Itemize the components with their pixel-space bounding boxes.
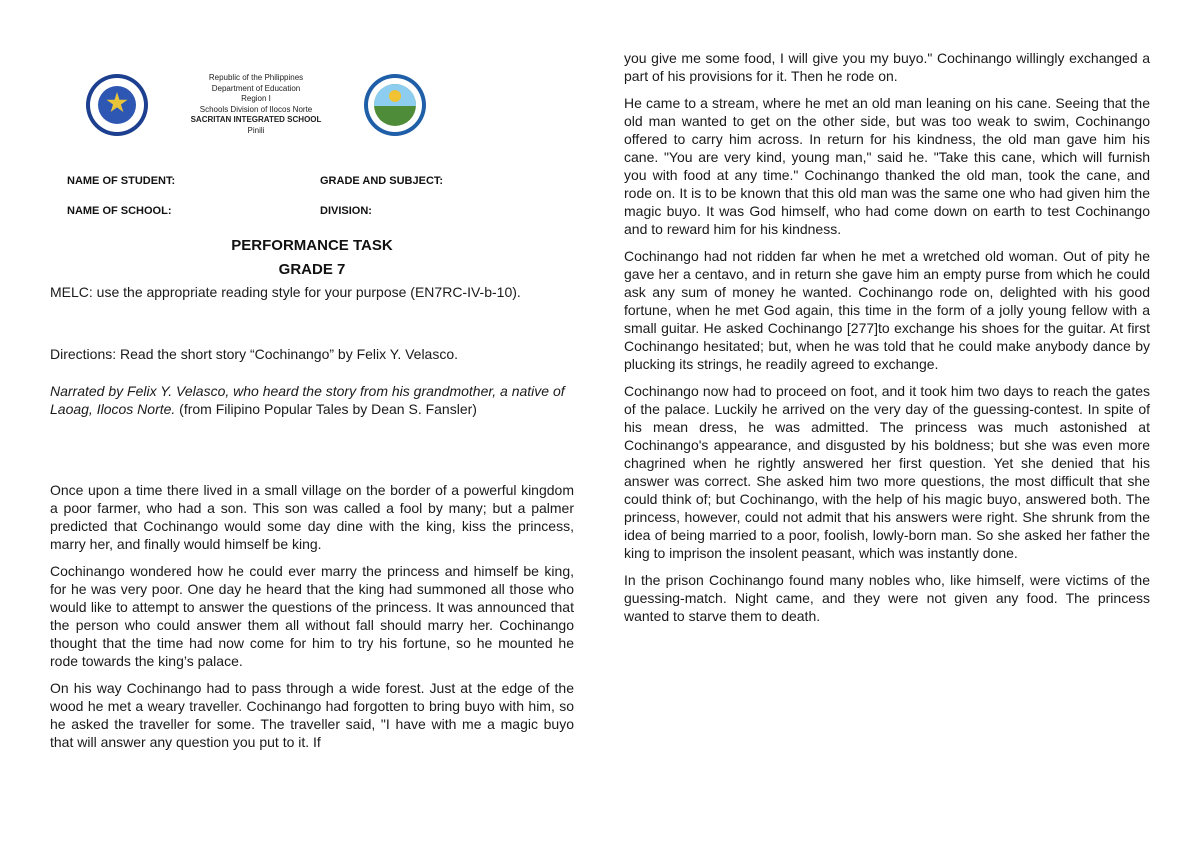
- story-right-column: [624, 49, 1150, 634]
- fields-row-2: [67, 205, 372, 217]
- header-department: Department of Education: [211, 83, 301, 93]
- story-paragraph-6: Cochinango now had to proceed on foot, and it took him two days to reach the gates of the palace. Luckily he arrived on the very day of the guessing-contest. In spite of his mean dress, he was admitted. The princess was much astonished at Cochinango's appearance, and disgusted by his boldness; but she was even more chagrined when he rightly answered her first question. Yet she denied that his answer was correct. She asked him two more questions, the most difficult that she could think of; but Cochinango, with the help of his magic buyo, answered both. The princess, however, could not admit that his answers were right. She shrunk from the idea of being married to a poor, foolish, lowly-born man. So she asked her father the king to imprison the insolent peasant, which was instantly done.: [624, 383, 1150, 561]
- story-left-column: [50, 481, 574, 760]
- header-republic: Republic of the Philippines: [208, 73, 304, 82]
- melc-text: MELC: use the appropriate reading style for your purpose (EN7RC-IV-b-10).: [50, 284, 521, 300]
- story-paragraph-4: He came to a stream, where he met an old man leaning on his cane. Seeing that the old man wanted to get on the other side, but was too weak to swim, Cochinango offered to carry him across. In return for his kindness, the old man gave him his cane. "You are very kind, young man," said he. "Take this cane, which will furnish you with food at any time." Cochinango thanked the old man, took the cane, and rode on. It is to be known that this old man was the same one who had given him the magic buyo. It was God himself, who had come down on earth to test Cochinango and to reward him for his kindness.: [624, 95, 1150, 237]
- page-title: PERFORMANCE TASK: [231, 237, 393, 254]
- story-paragraph-3: On his way Cochinango had to pass through a wide forest. Just at the edge of the wood he met a weary traveller. Cochinango had forgotten to bring buyo with him, so he asked the traveller for some. The traveller said, "I have with me a magic buyo that will answer any question you put to it. If: [50, 680, 574, 750]
- header-region: Region I: [241, 94, 271, 103]
- narration-note: [50, 382, 574, 418]
- story-paragraph-2: Cochinango wondered how he could ever marry the princess and himself be king, for he was very poor. One day he heard that the king had summoned all those who would like to attempt to answer the questions of the princess. It was announced that the person who could answer them all without fall should marry her. Cochinango thought that the time had now come for him to try his fortune, so he mounted he rode towards the king’s palace.: [50, 563, 574, 669]
- student-name-label: NAME OF STUDENT:: [67, 175, 176, 187]
- directions-text: Directions: Read the short story “Cochinango” by Felix Y. Velasco.: [50, 346, 459, 362]
- letterhead: [168, 73, 344, 136]
- fields-row-1: [67, 175, 444, 187]
- narration-source: (from Filipino Popular Tales by Dean S. Fansler): [175, 401, 477, 417]
- header-division: Schools Division of Ilocos Norte: [199, 104, 313, 114]
- school-seal-icon: [364, 74, 426, 136]
- school-name-label: NAME OF SCHOOL:: [67, 205, 172, 217]
- narration-italic: Narrated by Felix Y. Velasco, who heard the story from his grandmother, a native of Laoag, Ilocos Norte.: [50, 383, 565, 417]
- story-paragraph-1: Once upon a time there lived in a small village on the border of a powerful kingdom a poor farmer, who had a son. This son was called a fool by many; but a palmer predicted that Cochinango would some day dine with the king, kiss the princess, marry her, and finally would himself be king.: [50, 482, 574, 552]
- division-label: DIVISION:: [320, 205, 372, 217]
- header-school: SACRITAN INTEGRATED SCHOOL: [190, 115, 322, 124]
- story-paragraph-3-continued: you give me some food, I will give you my buyo." Cochinango willingly exchanged a part of his provisions for it. Then he rode on.: [624, 50, 1150, 84]
- story-paragraph-7: In the prison Cochinango found many nobles who, like himself, were victims of the guessing-match. Night came, and they were not given any food. The princess wanted to starve them to death.: [624, 572, 1150, 624]
- deped-seal-icon: [86, 74, 148, 136]
- grade-subject-label: GRADE AND SUBJECT:: [320, 175, 444, 187]
- header-place: Pinili: [247, 125, 265, 135]
- page-subtitle: GRADE 7: [278, 261, 346, 278]
- story-paragraph-5: Cochinango had not ridden far when he met a wretched old woman. Out of pity he gave her a centavo, and in return she gave him an empty purse from which he could ask any sum of money he wanted. Cochinango rode on, delighted with his good fortune, when he met God again, this time in the form of a jolly young fellow with a small guitar. He asked Cochinango [277]to exchange his shoes for the guitar. At first Cochinango hesitated; but, when he was told that he could make anybody dance by plucking its strings, he readily agreed to exchange.: [624, 248, 1150, 372]
